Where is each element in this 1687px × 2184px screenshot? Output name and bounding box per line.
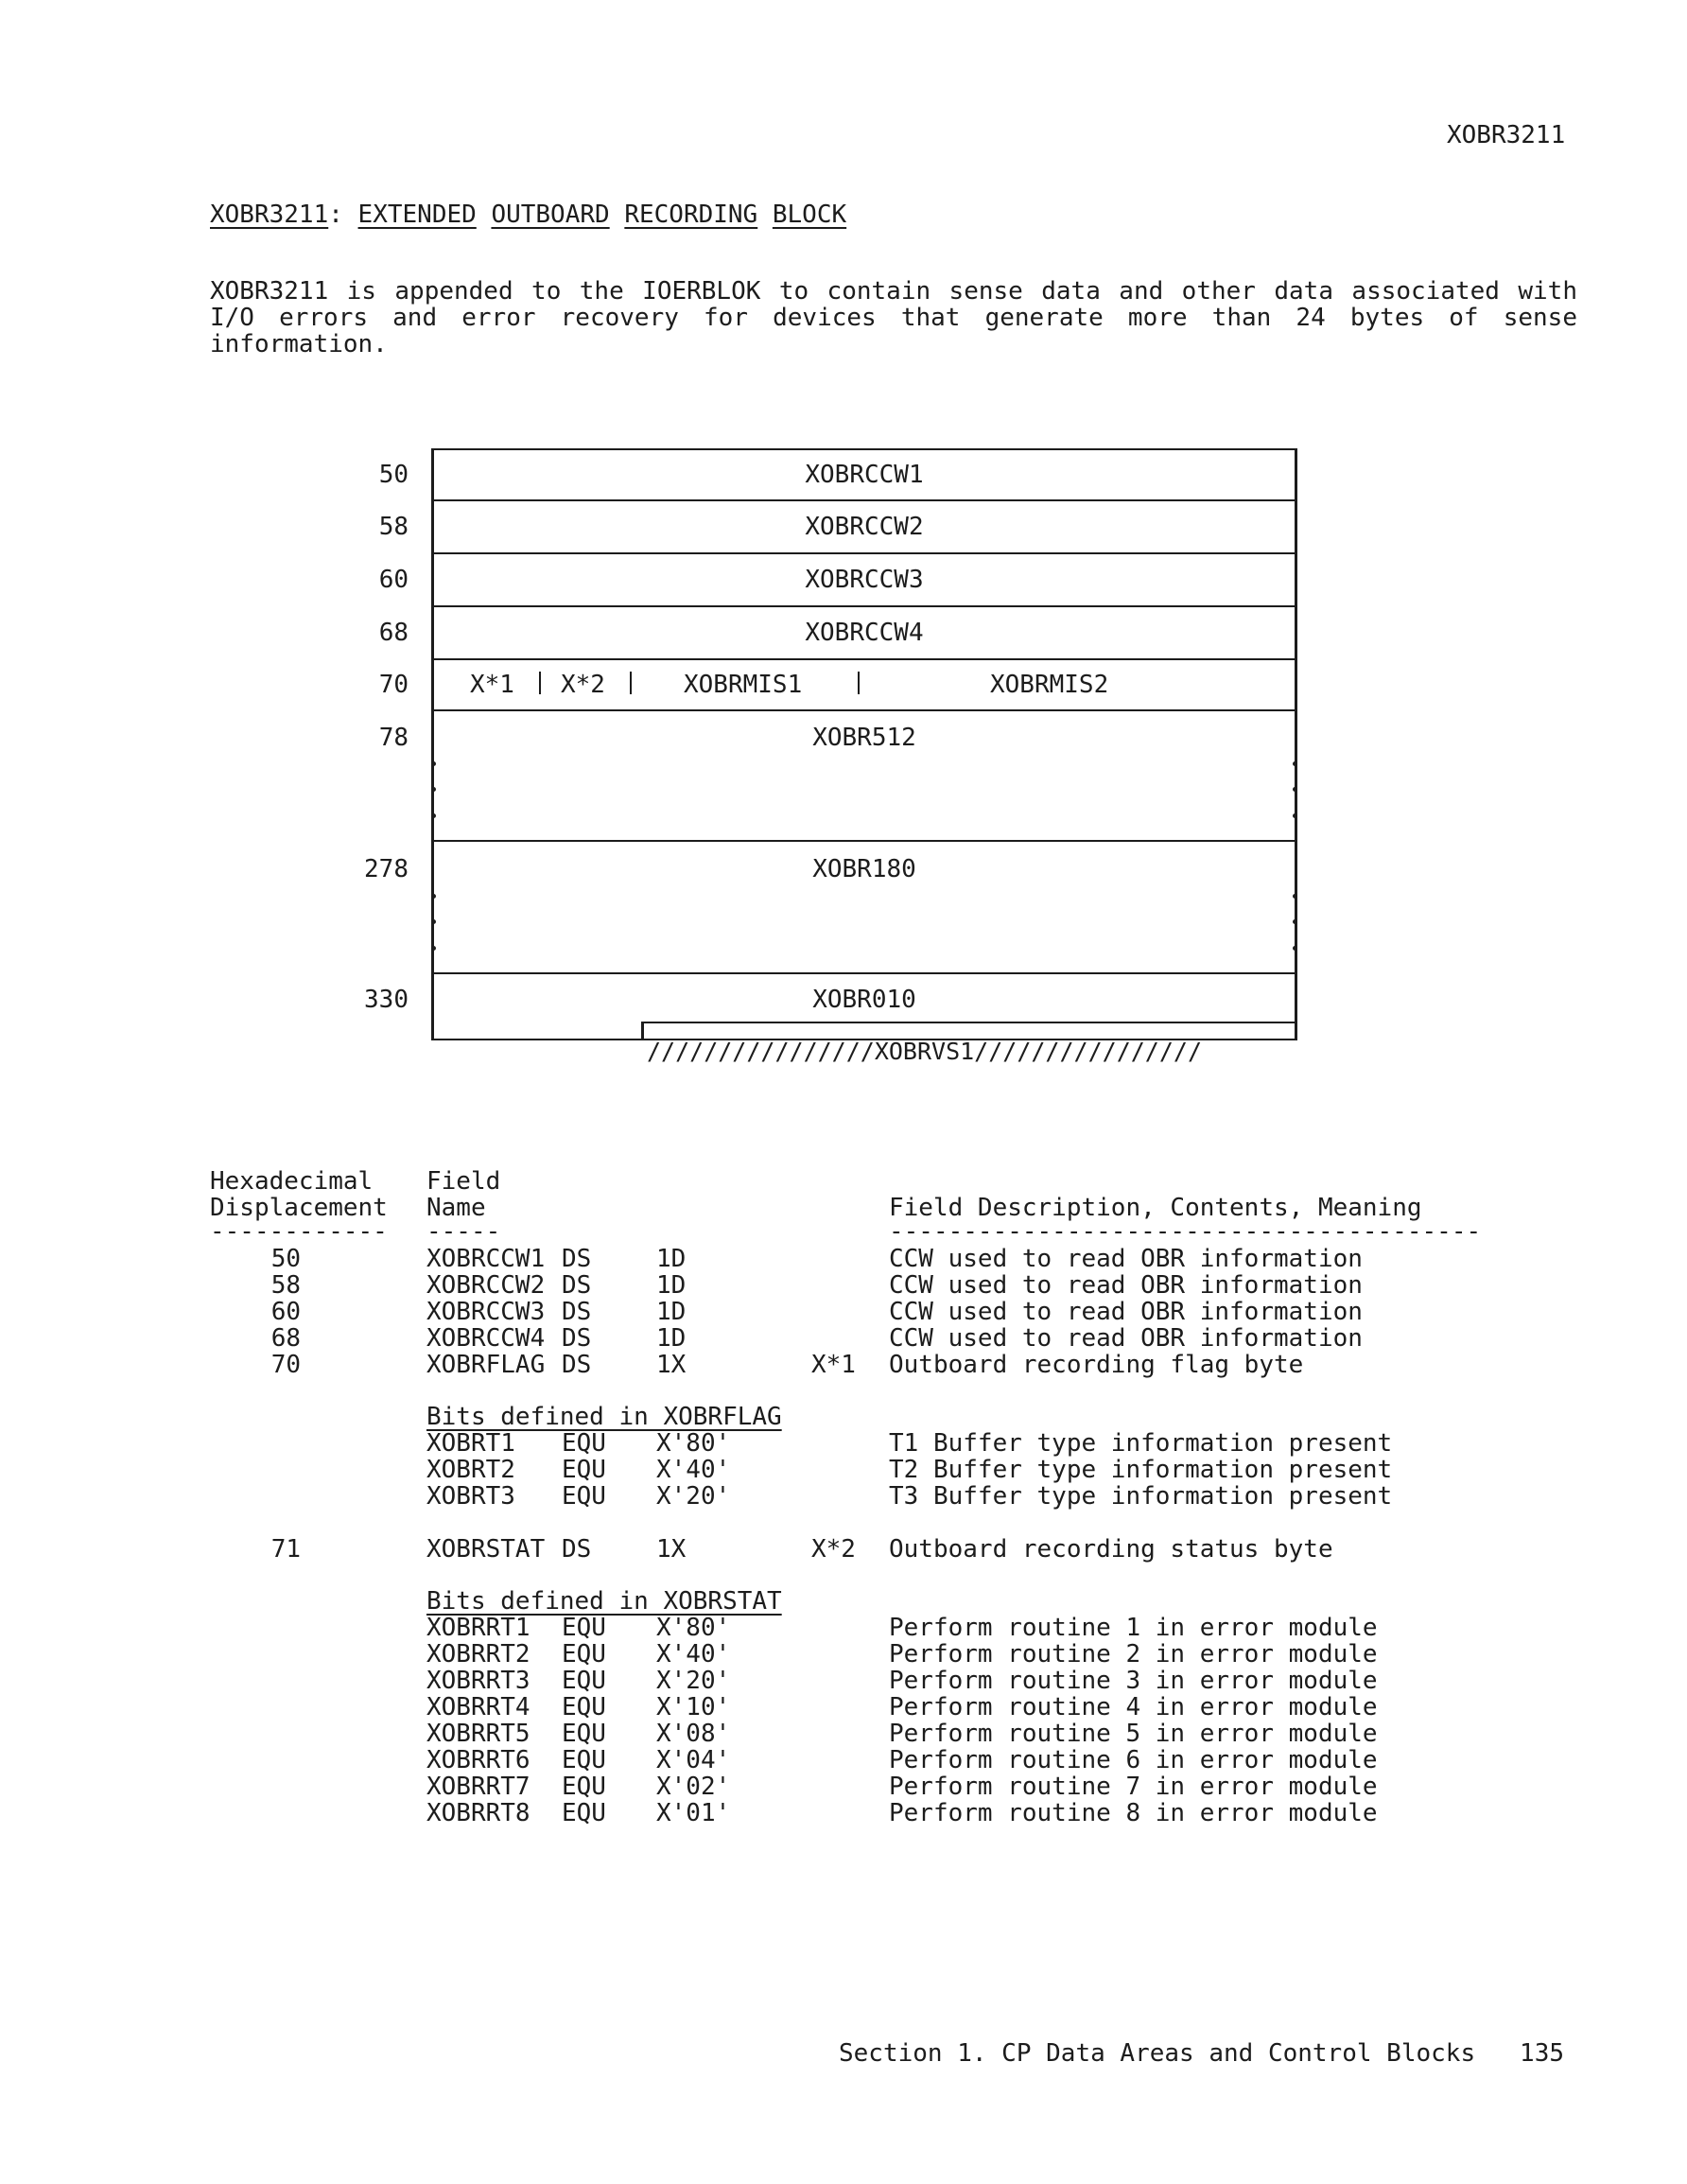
bit-op: EQU (562, 1773, 606, 1801)
bit-value: X'40' (656, 1640, 731, 1669)
continuation-dot (1293, 787, 1297, 792)
bit-name: XOBRT3 (426, 1482, 515, 1511)
title-word-2: OUTBOARD (491, 201, 610, 229)
bit-description: T3 Buffer type information present (889, 1482, 1393, 1511)
diagram-field: XOBRCCW3 (805, 566, 924, 594)
diagram-field: X*1 (470, 671, 514, 699)
continuation-dot (431, 919, 436, 924)
offset-label: 78 (378, 724, 409, 752)
field-length: 1X (656, 1351, 687, 1379)
col-header-displacement: Displacement (210, 1194, 388, 1222)
reserved-area-top (641, 1022, 1297, 1023)
continuation-dot (431, 813, 436, 818)
bit-op: EQU (562, 1482, 606, 1511)
offset-label: 58 (378, 513, 409, 541)
field-description: CCW used to read OBR information (889, 1245, 1363, 1273)
header-rule: ---------------------------------------- (889, 1217, 1482, 1246)
displacement: 68 (270, 1324, 301, 1353)
bit-op: EQU (562, 1667, 606, 1695)
bit-description: Perform routine 7 in error module (889, 1773, 1378, 1801)
bit-op: EQU (562, 1693, 606, 1721)
row-separator (431, 972, 1297, 974)
diagram-field: XOBRMIS2 (990, 671, 1109, 699)
bit-name: XOBRRT6 (426, 1746, 530, 1774)
bit-value: X'08' (656, 1720, 731, 1748)
bit-description: Perform routine 6 in error module (889, 1746, 1378, 1774)
diagram-field: XOBRCCW2 (805, 513, 924, 541)
bit-name: XOBRRT5 (426, 1720, 530, 1748)
reserved-area-left (641, 1022, 644, 1040)
bit-value: X'80' (656, 1429, 731, 1458)
field-type: DS (562, 1351, 592, 1379)
field-length: 1X (656, 1535, 687, 1564)
bit-name: XOBRRT8 (426, 1799, 530, 1827)
row-separator (431, 709, 1297, 711)
field-type: DS (562, 1298, 592, 1326)
title-word-1: EXTENDED (357, 201, 477, 229)
col-header-displacement: Hexadecimal (210, 1167, 374, 1196)
continuation-dot (1293, 919, 1297, 924)
continuation-dot (431, 787, 436, 792)
field-ref: X*2 (811, 1535, 856, 1564)
bit-value: X'10' (656, 1693, 731, 1721)
bit-name: XOBRRT3 (426, 1667, 530, 1695)
bit-value: X'20' (656, 1667, 731, 1695)
field-description: CCW used to read OBR information (889, 1271, 1363, 1300)
bit-description: T2 Buffer type information present (889, 1456, 1393, 1484)
offset-label: 330 (364, 986, 409, 1014)
bit-name: XOBRRT2 (426, 1640, 530, 1669)
field-name: XOBRFLAG (426, 1351, 546, 1379)
offset-label: 278 (364, 855, 409, 883)
bit-name: XOBRRT1 (426, 1614, 530, 1642)
field-description: Outboard recording status byte (889, 1535, 1333, 1564)
diagram-field: XOBR180 (812, 855, 916, 883)
field-name: XOBRCCW1 (426, 1245, 546, 1273)
row-separator (431, 658, 1297, 660)
diagram-field: X*2 (561, 671, 605, 699)
bit-value: X'20' (656, 1482, 731, 1511)
diagram-left-border (431, 448, 434, 1040)
intro-paragraph: XOBR3211 is appended to the IOERBLOK to contain sense data and other data associated with I/O errors and error recovery for devices that generate more than 24 bytes of sense information. (210, 277, 1577, 358)
displacement: 58 (270, 1271, 301, 1300)
diagram-field: XOBRCCW4 (805, 619, 924, 647)
field-name: XOBRSTAT (426, 1535, 546, 1564)
continuation-dot (1293, 761, 1297, 766)
diagram-field: XOBRMIS1 (684, 671, 803, 699)
column-divider (630, 672, 632, 694)
header-rule: ----- (426, 1217, 501, 1246)
bit-description: Perform routine 1 in error module (889, 1614, 1378, 1642)
continuation-dot (431, 894, 436, 899)
bit-description: T1 Buffer type information present (889, 1429, 1393, 1458)
title-word-3: RECORDING (624, 201, 758, 229)
diagram-top-border (431, 448, 1297, 450)
reserved-field: ////////////////XOBRVS1//////////////// (647, 1038, 1202, 1065)
field-name: XOBRCCW2 (426, 1271, 546, 1300)
displacement: 50 (270, 1245, 301, 1273)
bit-op: EQU (562, 1640, 606, 1669)
field-type: DS (562, 1324, 592, 1353)
bit-name: XOBRT2 (426, 1456, 515, 1484)
bit-description: Perform routine 8 in error module (889, 1799, 1378, 1827)
title-code: XOBR3211 (210, 201, 329, 229)
bit-name: XOBRRT7 (426, 1773, 530, 1801)
bit-description: Perform routine 3 in error module (889, 1667, 1378, 1695)
bit-description: Perform routine 4 in error module (889, 1693, 1378, 1721)
field-length: 1D (656, 1324, 687, 1353)
diagram-field: XOBRCCW1 (805, 461, 924, 489)
field-description: CCW used to read OBR information (889, 1298, 1363, 1326)
continuation-dot (1293, 946, 1297, 951)
offset-label: 50 (378, 461, 409, 489)
page-title (210, 201, 846, 229)
bit-value: X'40' (656, 1456, 731, 1484)
col-header-field-name: Field (426, 1167, 501, 1196)
diagram-right-border (1295, 448, 1297, 1040)
field-length: 1D (656, 1245, 687, 1273)
field-type: DS (562, 1271, 592, 1300)
displacement: 60 (270, 1298, 301, 1326)
bit-op: EQU (562, 1429, 606, 1458)
bit-name: XOBRT1 (426, 1429, 515, 1458)
row-separator (431, 552, 1297, 554)
bits-heading: Bits defined in XOBRSTAT (426, 1587, 782, 1616)
field-name: XOBRCCW3 (426, 1298, 546, 1326)
col-header-field-name: Name (426, 1194, 486, 1222)
offset-label: 70 (378, 671, 409, 699)
field-description: Outboard recording flag byte (889, 1351, 1304, 1379)
bit-value: X'01' (656, 1799, 731, 1827)
diagram-field: XOBR512 (812, 724, 916, 752)
bit-value: X'04' (656, 1746, 731, 1774)
bits-heading: Bits defined in XOBRFLAG (426, 1403, 782, 1431)
displacement: 71 (270, 1535, 301, 1564)
offset-label: 68 (378, 619, 409, 647)
bit-op: EQU (562, 1799, 606, 1827)
col-header-description: Field Description, Contents, Meaning (889, 1194, 1422, 1222)
page-footer: Section 1. CP Data Areas and Control Blocks 135 (839, 2039, 1565, 2068)
field-length: 1D (656, 1271, 687, 1300)
field-type: DS (562, 1245, 592, 1273)
diagram-field: XOBR010 (812, 986, 916, 1014)
continuation-dot (1293, 813, 1297, 818)
continuation-dot (431, 946, 436, 951)
running-head: XOBR3211 (1447, 121, 1566, 149)
bit-op: EQU (562, 1614, 606, 1642)
continuation-dot (431, 761, 436, 766)
field-length: 1D (656, 1298, 687, 1326)
title-word-4: BLOCK (772, 201, 847, 229)
bit-name: XOBRRT4 (426, 1693, 530, 1721)
row-separator (431, 499, 1297, 501)
row-separator (431, 605, 1297, 607)
bit-value: X'80' (656, 1614, 731, 1642)
bit-description: Perform routine 5 in error module (889, 1720, 1378, 1748)
continuation-dot (1293, 894, 1297, 899)
field-type: DS (562, 1535, 592, 1564)
bit-op: EQU (562, 1746, 606, 1774)
bit-value: X'02' (656, 1773, 731, 1801)
offset-label: 60 (378, 566, 409, 594)
row-separator (431, 840, 1297, 842)
displacement: 70 (270, 1351, 301, 1379)
field-name: XOBRCCW4 (426, 1324, 546, 1353)
bit-description: Perform routine 2 in error module (889, 1640, 1378, 1669)
bit-op: EQU (562, 1720, 606, 1748)
field-description: CCW used to read OBR information (889, 1324, 1363, 1353)
column-divider (858, 672, 860, 694)
column-divider (539, 672, 541, 694)
field-ref: X*1 (811, 1351, 856, 1379)
header-rule: ------------ (210, 1217, 388, 1246)
bit-op: EQU (562, 1456, 606, 1484)
title-separator: : (328, 201, 358, 229)
